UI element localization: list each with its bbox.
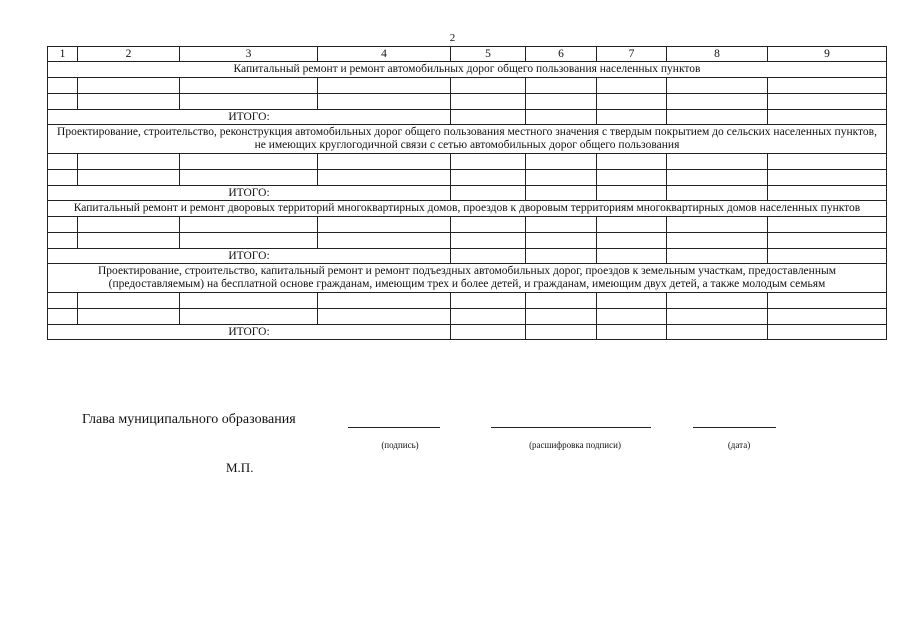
total-label: ИТОГО: [48,186,451,201]
table-row [48,170,887,186]
date-line [693,427,776,428]
column-header: 3 [180,47,318,62]
table-row [48,154,887,170]
section-title-row [48,264,887,293]
date-caption: (дата) [727,440,751,450]
section-title-row [48,201,887,217]
table-row [48,309,887,325]
page-number: 2 [449,32,456,44]
total-label: ИТОГО: [48,110,451,125]
total-row [48,325,887,340]
section-title: Капитальный ремонт и ремонт дворовых территорий многоквартирных домов, проездов к дворовым территориям многоквартирных домов населенных пунктов [48,201,887,217]
column-header: 4 [318,47,451,62]
total-row [48,186,887,201]
table-row [48,293,887,309]
column-header: 9 [768,47,887,62]
signature-line [348,427,440,428]
stamp-label: М.П. [226,460,254,475]
column-header: 2 [78,47,180,62]
decode-caption: (расшифровка подписи) [529,440,621,450]
table-row [48,233,887,249]
column-number-row [48,47,887,62]
section-title: Проектирование, строительство, капитальный ремонт и ремонт подъездных автомобильных дорог, проездов к земельным участкам, предоставленным (предоставляемым) на бесплатной основе гражданам, имеющим трех и более детей, и гражданам, имеющим двух детей, а также молодым семьям [48,264,887,293]
total-label: ИТОГО: [48,325,451,340]
table-row [48,94,887,110]
section-title: Проектирование, строительство, реконструкция автомобильных дорог общего пользования местного значения с твердым покрытием до сельских населенных пунктов, не имеющих круглогодичной связи с сетью автомобильных дорог общего пользования [48,125,887,154]
column-header: 8 [667,47,768,62]
section-title-row [48,62,887,78]
column-header: 7 [597,47,667,62]
table-row [48,78,887,94]
head-label: Глава муниципального образования [82,412,296,427]
section-title: Капитальный ремонт и ремонт автомобильных дорог общего пользования населенных пунктов [48,62,887,78]
section-title-row [48,125,887,154]
total-row [48,110,887,125]
column-header: 6 [526,47,597,62]
column-header: 1 [48,47,78,62]
total-row [48,249,887,264]
decode-line [491,427,651,428]
column-header: 5 [451,47,526,62]
table-row [48,217,887,233]
total-label: ИТОГО: [48,249,451,264]
report-table [47,46,887,340]
signature-caption: (подпись) [381,440,419,450]
